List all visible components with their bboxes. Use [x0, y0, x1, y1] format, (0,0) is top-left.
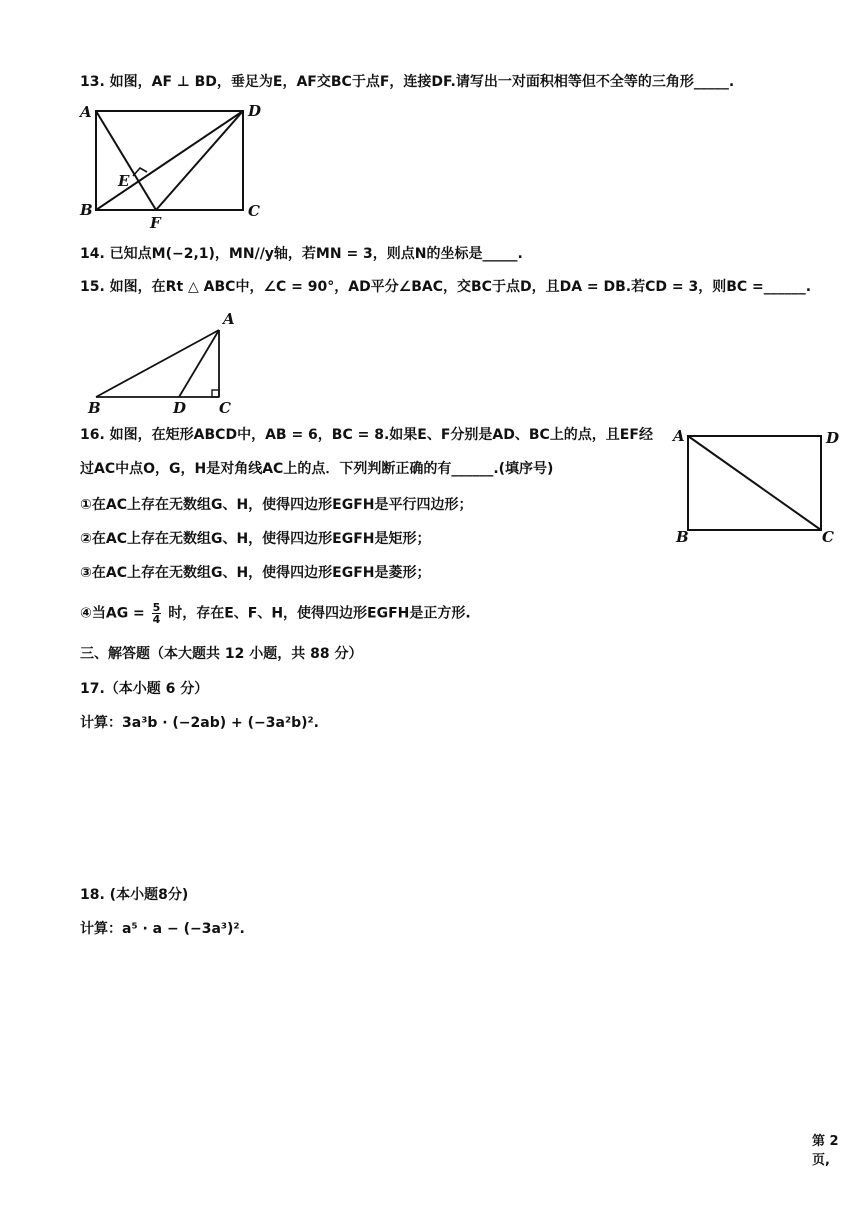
- q13-text: 13. 如图，AF ⊥ BD，垂足为E，AF交BC于点F，连接DF.请写出一对面积相等但不全等的三角形_____.: [80, 74, 735, 90]
- q16-option-4-fraction: [152, 602, 162, 625]
- page-number: 第 2 页,: [812, 1134, 839, 1168]
- q13-label-a: A: [80, 103, 92, 121]
- q16-option-3: ③在AC上存在无数组G、H，使得四边形EGFH是菱形；: [80, 565, 431, 581]
- fraction-numerator: 5: [152, 601, 161, 614]
- q16-label-b: B: [676, 528, 689, 546]
- q13-label-d: D: [248, 102, 262, 120]
- q13-label-f: F: [150, 214, 161, 232]
- q14-text: 14. 已知点M(−2,1)，MN//y轴，若MN = 3，则点N的坐标是_____.: [80, 246, 523, 262]
- q16-option-2: ②在AC上存在无数组G、H，使得四边形EGFH是矩形；: [80, 531, 431, 547]
- q17-heading: 17.（本小题 6 分）: [80, 681, 209, 697]
- q16-option-4: [80, 602, 471, 625]
- q16-diagram: [0, 0, 860, 560]
- q18-body: 计算：a⁵ · a − (−3a³)².: [80, 921, 245, 937]
- q16-option-4-prefix: ④当AG =: [80, 605, 145, 622]
- q16-label-c: C: [822, 528, 834, 546]
- q18-heading: 18. (本小题8分): [80, 887, 189, 903]
- q13-label-e: E: [118, 172, 130, 190]
- q13-label-c: C: [248, 202, 260, 220]
- q16-label-a: A: [673, 427, 685, 445]
- q16-line1: 16. 如图，在矩形ABCD中，AB = 6，BC = 8.如果E、F分别是AD、BC上的点，且EF经: [80, 427, 653, 443]
- q15-label-b: B: [88, 399, 101, 417]
- q16-option-4-suffix: 时，存在E、F、H，使得四边形EGFH是正方形.: [168, 605, 471, 622]
- q15-text: 15. 如图，在Rt △ ABC中，∠C = 90°，AD平分∠BAC，交BC于点D，且DA = DB.若CD = 3，则BC =______.: [80, 279, 812, 295]
- q15-label-c: C: [219, 399, 231, 417]
- fraction-denominator: 4: [152, 613, 161, 626]
- q16-option-1: ①在AC上存在无数组G、H，使得四边形EGFH是平行四边形；: [80, 497, 473, 513]
- q17-body: 计算：3a³b · (−2ab) + (−3a²b)².: [80, 715, 319, 731]
- q15-label-a: A: [223, 310, 235, 328]
- q15-label-d: D: [173, 399, 187, 417]
- q13-label-b: B: [80, 201, 93, 219]
- q16-label-d: D: [826, 429, 840, 447]
- section-3-heading: 三、解答题（本大题共 12 小题，共 88 分）: [80, 646, 363, 662]
- q16-line2: 过AC中点O，G，H是对角线AC上的点．下列判断正确的有______.(填序号): [80, 461, 554, 477]
